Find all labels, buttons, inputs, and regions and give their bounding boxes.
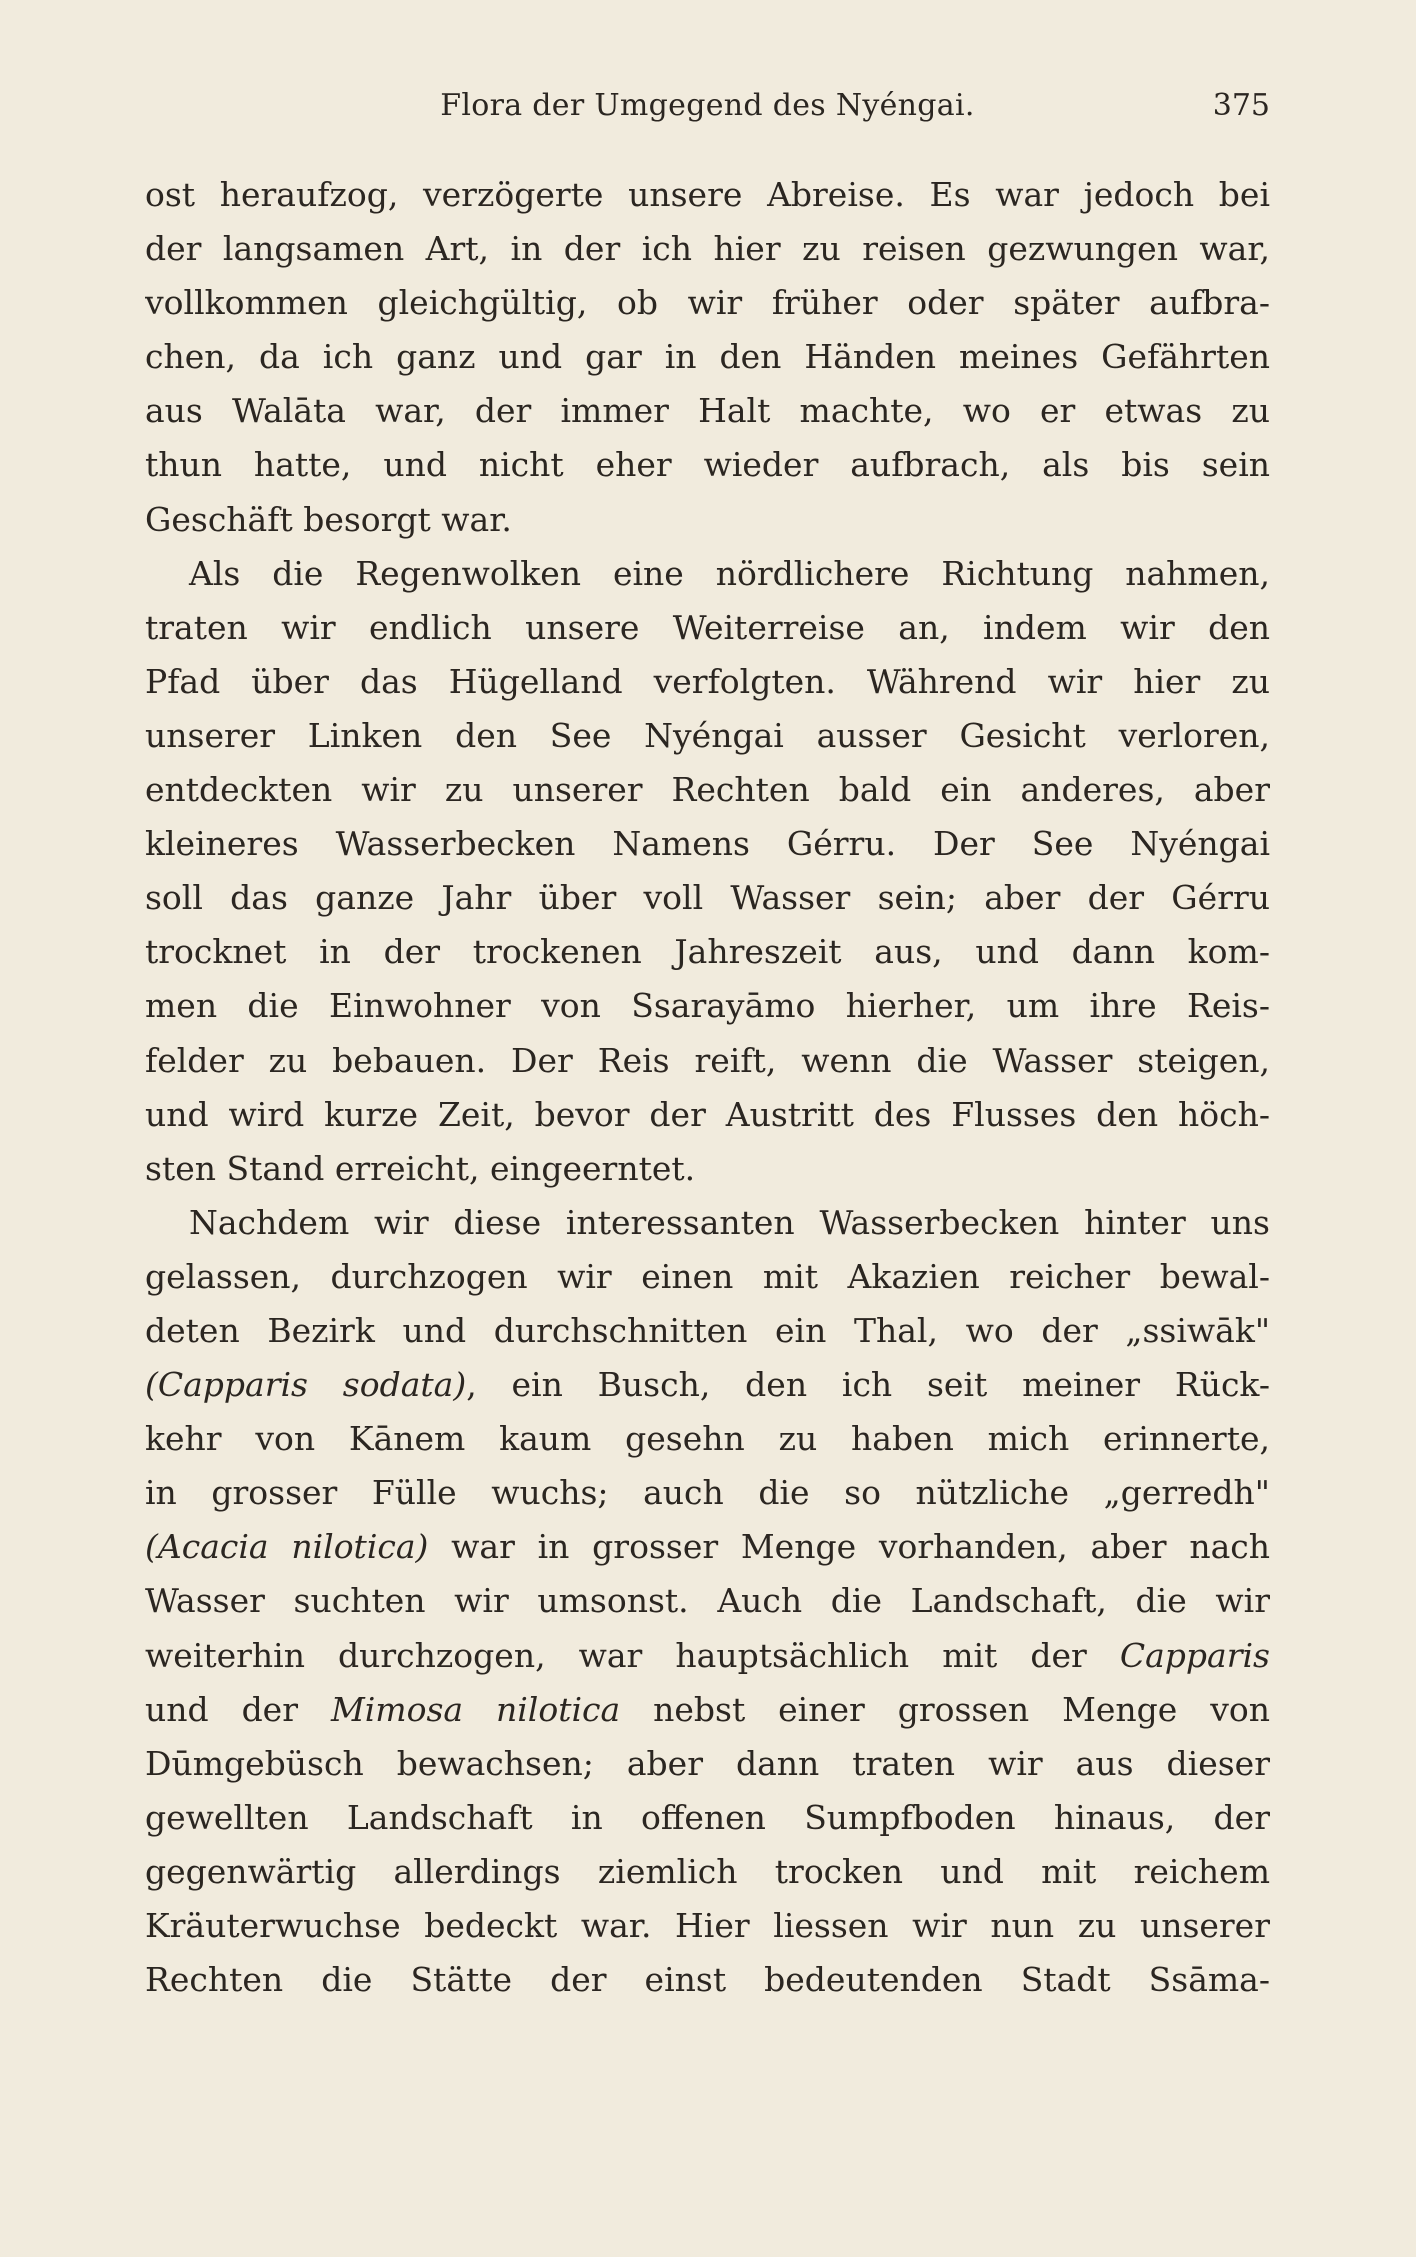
running-title: Flora der Umgegend des Nyéngai. <box>440 88 975 123</box>
text-line: gewellten Landschaft in offenen Sumpfboden hinaus, der <box>145 1797 1270 1837</box>
text-line: kleineres Wasserbecken Namens Gérru. Der See Nyéngai <box>145 824 1270 864</box>
text-line: der langsamen Art, in der ich hier zu reisen gezwungen war, <box>145 229 1270 269</box>
text-line: thun hatte, und nicht eher wieder aufbrach, als bis sein <box>145 445 1270 485</box>
text-line: (Capparis sodata), ein Busch, den ich seit meiner Rück- <box>145 1365 1270 1405</box>
page-number: 375 <box>1212 88 1270 123</box>
text-line: Pfad über das Hügelland verfolgten. Während wir hier zu <box>145 661 1270 701</box>
text-line: soll das ganze Jahr über voll Wasser sein; aber der Gérru <box>145 878 1270 918</box>
text-line: Kräuterwuchse bedeckt war. Hier liessen wir nun zu unserer <box>145 1906 1270 1945</box>
text-line: Nachdem wir diese interessanten Wasserbecken hinter uns <box>189 1202 1270 1242</box>
text-line: Wasser suchten wir umsonst. Auch die Landschaft, die wir <box>145 1581 1270 1621</box>
text-line: felder zu bebauen. Der Reis reift, wenn die Wasser steigen, <box>145 1040 1270 1080</box>
body-text <box>145 168 1270 2007</box>
text-line: vollkommen gleichgültig, ob wir früher oder später aufbra- <box>145 283 1270 323</box>
text-line: gegenwärtig allerdings ziemlich trocken und mit reichem <box>145 1851 1270 1891</box>
text-line: deten Bezirk und durchschnitten ein Thal, wo der „ssiwāk" <box>145 1310 1270 1350</box>
text-line: kehr von Kānem kaum gesehn zu haben mich erinnerte, <box>145 1419 1270 1459</box>
text-line: trocknet in der trockenen Jahreszeit aus, und dann kom- <box>145 932 1270 972</box>
text-line: und der Mimosa nilotica nebst einer grossen Menge von <box>145 1689 1270 1729</box>
text-line: traten wir endlich unsere Weiterreise an, indem wir den <box>145 607 1270 647</box>
text-line: aus Walāta war, der immer Halt machte, wo er etwas zu <box>145 391 1270 431</box>
text-line: Geschäft besorgt war. <box>145 499 512 539</box>
text-line: chen, da ich ganz und gar in den Händen meines Gefährten <box>145 337 1270 377</box>
text-line: Dūmgebüsch bewachsen; aber dann traten wir aus dieser <box>145 1743 1270 1783</box>
text-line: sten Stand erreicht, eingeerntet. <box>145 1148 696 1188</box>
text-line: (Acacia nilotica) war in grosser Menge vorhanden, aber nach <box>145 1527 1270 1567</box>
text-line: und wird kurze Zeit, bevor der Austritt des Flusses den höch- <box>145 1094 1270 1134</box>
species-name: Mimosa nilotica <box>330 1689 621 1729</box>
text-line: men die Einwohner von Ssarayāmo hierher, um ihre Reis- <box>145 986 1270 1026</box>
text-line: ost heraufzog, verzögerte unsere Abreise. Es war jedoch bei <box>145 175 1270 214</box>
text-line: Als die Regenwolken eine nördlichere Richtung nahmen, <box>189 553 1270 593</box>
species-name: (Acacia nilotica) <box>145 1527 429 1567</box>
page-header <box>145 88 1270 138</box>
species-name: (Capparis sodata) <box>145 1365 467 1405</box>
text-line: entdeckten wir zu unserer Rechten bald ein anderes, aber <box>145 770 1270 810</box>
text-line: in grosser Fülle wuchs; auch die so nützliche „gerredh" <box>145 1473 1270 1513</box>
text-line: gelassen, durchzogen wir einen mit Akazien reicher bewal- <box>145 1256 1270 1296</box>
text-line: weiterhin durchzogen, war hauptsächlich mit der Capparis <box>145 1635 1270 1675</box>
text-line: Rechten die Stätte der einst bedeutenden Stadt Ssāma- <box>145 1960 1270 2000</box>
species-name: Capparis <box>1119 1635 1270 1675</box>
text-line: unserer Linken den See Nyéngai ausser Gesicht verloren, <box>145 715 1270 755</box>
